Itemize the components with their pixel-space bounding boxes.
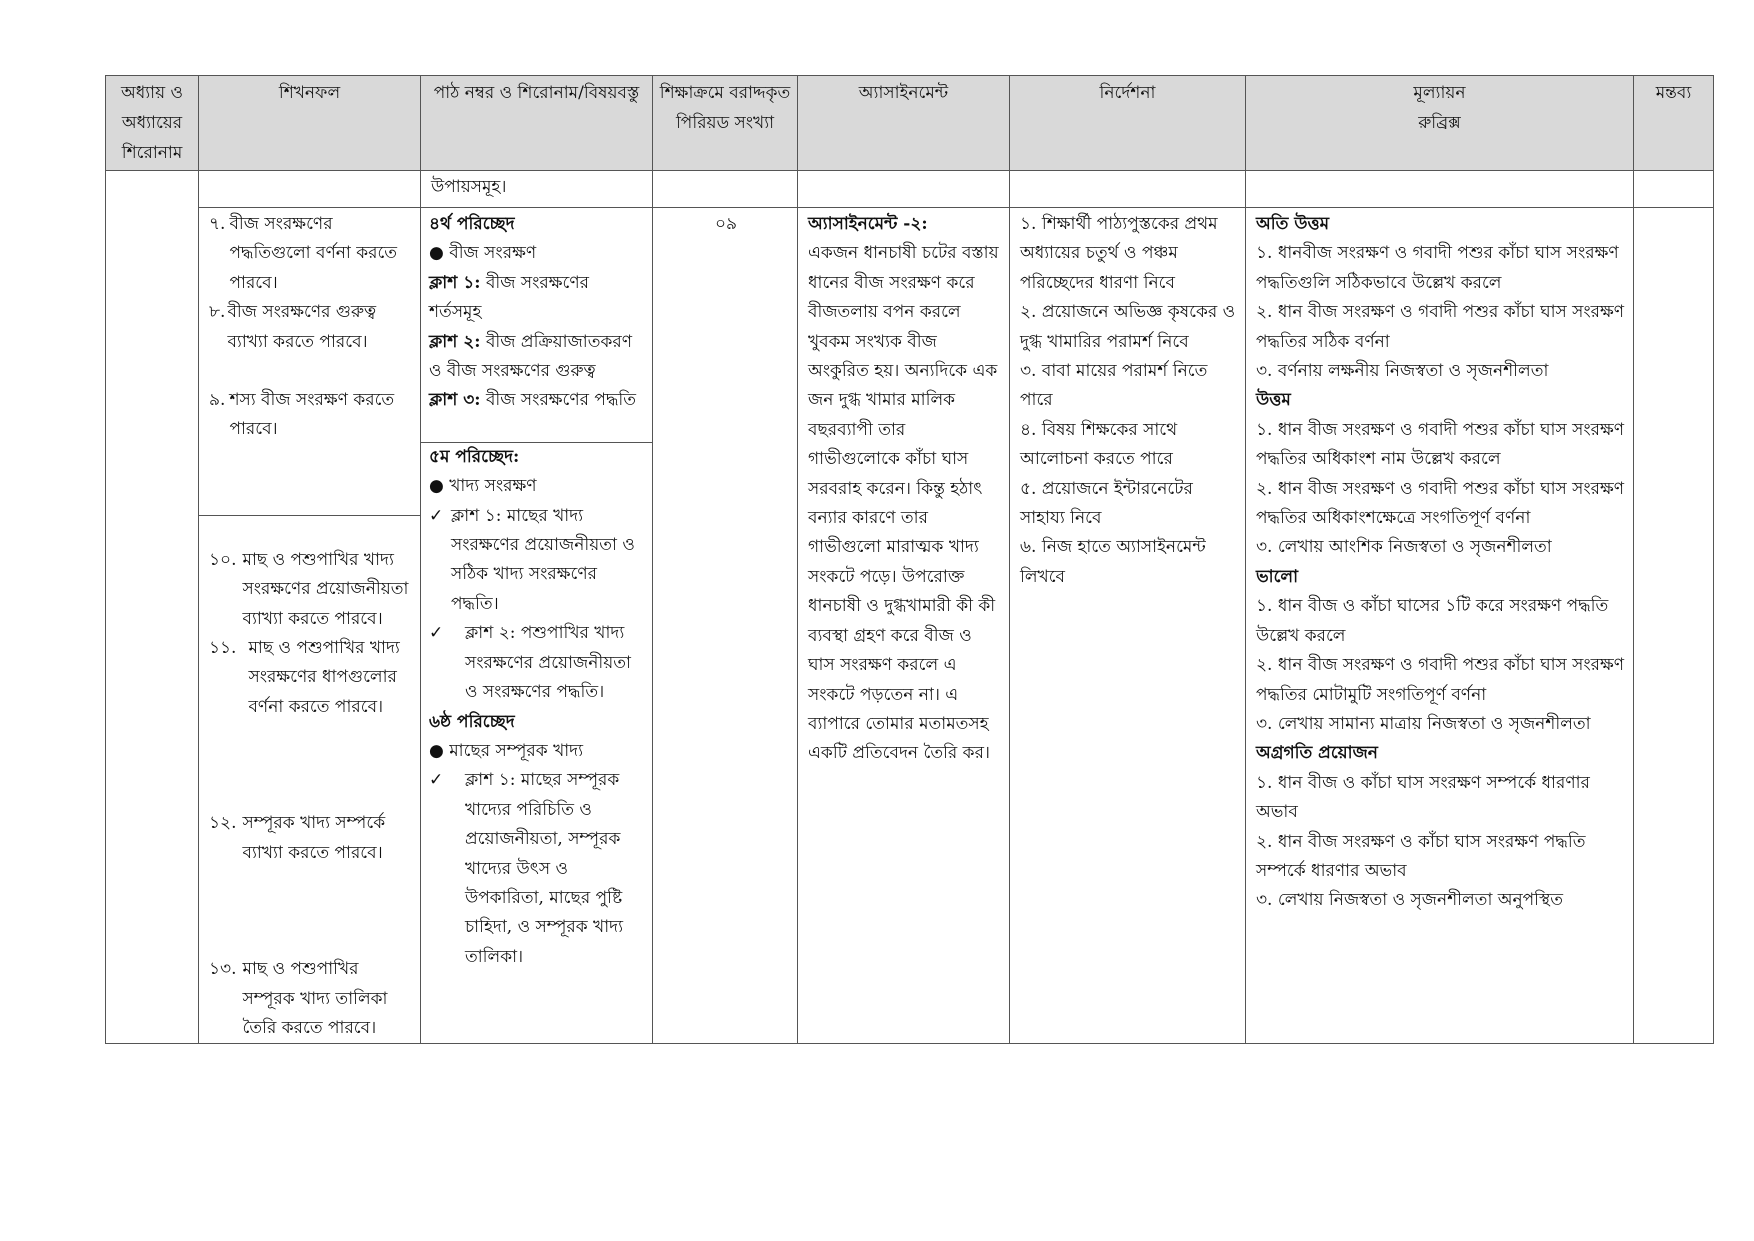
lesson-plan-table [105, 75, 1714, 1044]
carry-row [106, 171, 1714, 208]
instruction-item: ২. প্রয়োজনে অভিজ্ঞ কৃষকের ও দুগ্ধ খামারির পরামর্শ নিবে [1020, 302, 1236, 352]
rubric-cell [1246, 208, 1634, 1044]
header-outcome: শিখনফল [199, 76, 421, 171]
outcome-7: ৭. বীজ সংরক্ষণের পদ্ধতিগুলো বর্ণনা করতে পারবে। [209, 214, 398, 293]
instruction-item: ৩. বাবা মায়ের পরামর্শ নিতে পারে [1020, 361, 1208, 411]
check-icon: ✓ [429, 770, 444, 791]
chapter5-bullet: ● খাদ্য সংরক্ষণ [429, 476, 537, 497]
header-row [106, 76, 1714, 171]
rubric-item: ২. ধান বীজ সংরক্ষণ ও কাঁচা ঘাস সংরক্ষণ পদ্ধতি সম্পর্কে ধারণার অভাব [1256, 831, 1586, 881]
rubric-item: ৩. লেখায় আংশিক নিজস্বতা ও সৃজনশীলতা [1256, 537, 1552, 558]
assignment-body: একজন ধানচাষী চটের বস্তায় ধানের বীজ সংরক্ষণ করে বীজতলায় বপন করলে খুবকম সংখ্যক বীজ অংকুরিত হয়। অন্যদিকে এক জন দুগ্ধ খামার মালিক বছরব্যাপী তার গাভীগুলোকে কাঁচা ঘাস সরবরাহ করেন। কিন্তু হঠাৎ বন্যার কারণে তার গাভীগুলো মারাত্মক খাদ্য সংকটে পড়ে। উপরোক্ত ধানচাষী ও দুগ্ধখামারী কী কী ব্যবস্থা গ্রহণ করে বীজ ও ঘাস সংরক্ষণ করলে এ সংকটে পড়তেন না। এ ব্যাপারে তোমার মতামতসহ একটি প্রতিবেদন তৈরি কর। [808, 243, 999, 764]
rubric-item: ১. ধান বীজ ও কাঁচা ঘাসের ১টি করে সংরক্ষণ পদ্ধতি উল্লেখ করলে [1256, 596, 1609, 646]
header-rubric [1246, 76, 1634, 171]
header-rubric-line1: মূল্যায়ন [1413, 83, 1466, 103]
rubric-item: ২. ধান বীজ সংরক্ষণ ও গবাদী পশুর কাঁচা ঘাস সংরক্ষণ পদ্ধতির মোটামুটি সংগতিপূর্ণ বর্ণনা [1256, 655, 1625, 705]
outcome-12: ১২. সম্পূরক খাদ্য সম্পর্কে ব্যাখ্যা করতে পারবে। [209, 813, 386, 863]
carry-lesson-cell [421, 171, 653, 208]
rubric-good-title: উত্তম [1256, 390, 1291, 411]
chapter6-bullet: ● মাছের সম্পূরক খাদ্য [429, 740, 584, 761]
outcome-10: ১০. মাছ ও পশুপাখির খাদ্য সংরক্ষণের প্রয়োজনীয়তা ব্যাখ্যা করতে পারবে। [209, 549, 409, 629]
instruction-item: ৬. নিজ হাতে অ্যাসাইনমেন্ট লিখবে [1020, 537, 1206, 587]
carry-lesson-text: উপায়সমূহ। [431, 177, 507, 197]
instruction-cell [1010, 208, 1246, 1044]
header-lesson: পাঠ নম্বর ও শিরোনাম/বিষয়বস্তু [421, 76, 653, 171]
periods-cell [653, 208, 798, 1044]
header-assignment: অ্যাসাইনমেন্ট [798, 76, 1010, 171]
rubric-item: ১. ধানবীজ সংরক্ষণ ও গবাদী পশুর কাঁচা ঘাস সংরক্ষণ পদ্ধতিগুলি সঠিকভাবে উল্লেখ করলে [1256, 243, 1619, 293]
rubric-item: ৩. লেখায় সামান্য মাত্রায় নিজস্বতা ও সৃজনশীলতা [1256, 713, 1591, 734]
rubric-item: ২. ধান বীজ সংরক্ষণ ও গবাদী পশুর কাঁচা ঘাস সংরক্ষণ পদ্ধতির অধিকাংশক্ষেত্রে সংগতিপূর্ণ বর্ণনা [1256, 478, 1625, 529]
rubric-excellent-title: অতি উত্তম [1256, 214, 1330, 234]
header-instruction: নির্দেশনা [1010, 76, 1246, 171]
chapter4-bullet: ● বীজ সংরক্ষণ [429, 243, 537, 264]
rubric-item: ৩. বর্ণনায় লক্ষনীয় নিজস্বতা ও সৃজনশীলতা [1256, 361, 1549, 382]
outcome-cell [199, 208, 421, 1044]
check-icon: ✓ [429, 505, 444, 526]
header-rubric-line2: রুব্রিক্স [1418, 113, 1461, 133]
carry-outcome-cell [199, 171, 421, 208]
main-row [106, 208, 1714, 1044]
chapter6-class1: ✓ ক্লাশ ১: মাছের সম্পূরক খাদ্যের পরিচিতি ও প্রয়োজনীয়তা, সম্পূরক খাদ্যের উৎস ও উপকারিতা, মাছের পুষ্টি চাহিদা, ও সম্পূরক খাদ্য তালিকা। [429, 766, 644, 972]
header-remarks: মন্তব্য [1634, 76, 1714, 171]
chapter-cell [106, 171, 199, 1044]
remarks-cell [1634, 208, 1714, 1044]
assignment-title: অ্যাসাইনমেন্ট -২: [808, 214, 928, 234]
chapter5-title: ৫ম পরিচ্ছেদ: [429, 446, 520, 467]
instruction-item: ৫. প্রয়োজনে ইন্টারনেটের সাহায্য নিবে [1020, 478, 1193, 529]
outcome-13: ১৩. মাছ ও পশুপাখির সম্পূরক খাদ্য তালিকা তৈরি করতে পারবে। [209, 959, 388, 1038]
lesson-cell [421, 208, 653, 1044]
chapter4-class1: ক্লাশ ১: বীজ সংরক্ষণের শর্তসমূহ [429, 272, 590, 323]
outcome-9: ৯. শস্য বীজ সংরক্ষণ করতে পারবে। [209, 390, 395, 440]
rubric-item: ১. ধান বীজ সংরক্ষণ ও গবাদী পশুর কাঁচা ঘাস সংরক্ষণ পদ্ধতির অধিকাংশ নাম উল্লেখ করলে [1256, 419, 1625, 470]
chapter4-title: ৪র্থ পরিচ্ছেদ [429, 214, 515, 234]
outcome-11: ১১. মাছ ও পশুপাখির খাদ্য সংরক্ষণের ধাপগুলোর বর্ণনা করতে পারবে। [209, 638, 400, 717]
rubric-fair-title: ভালো [1256, 566, 1299, 587]
rubric-item: ২. ধান বীজ সংরক্ষণ ও গবাদী পশুর কাঁচা ঘাস সংরক্ষণ পদ্ধতির সঠিক বর্ণনা [1256, 302, 1625, 352]
check-icon: ✓ [429, 623, 444, 644]
rubric-improve-title: অগ্রগতি প্রয়োজন [1256, 743, 1378, 764]
header-periods: শিক্ষাক্রমে বরাদ্দকৃত পিরিয়ড সংখ্যা [653, 76, 798, 171]
periods-value: ০৯ [714, 214, 738, 234]
instruction-item: ১. শিক্ষার্থী পাঠ্যপুস্তকের প্রথম অধ্যায়ের চতুর্থ ও পঞ্চম পরিচ্ছেদের ধারণা নিবে [1020, 214, 1218, 293]
outcome-8: ৮. বীজ সংরক্ষণের গুরুত্ব ব্যাখ্যা করতে পারবে। [209, 302, 377, 352]
chapter4-class2: ক্লাশ ২: বীজ প্রক্রিয়াজাতকরণ ও বীজ সংরক্ষণের গুরুত্ব [429, 331, 633, 382]
assignment-cell [798, 208, 1010, 1044]
rubric-item: ১. ধান বীজ ও কাঁচা ঘাস সংরক্ষণ সম্পর্কে ধারণার অভাব [1256, 772, 1590, 823]
rubric-item: ৩. লেখায় নিজস্বতা ও সৃজনশীলতা অনুপস্থিত [1256, 890, 1564, 911]
chapter5-class2: ✓ ক্লাশ ২: পশুপাখির খাদ্য সংরক্ষণের প্রয়োজনীয়তা ও সংরক্ষণের পদ্ধতি। [429, 619, 644, 707]
chapter6-title: ৬ষ্ঠ পরিচ্ছেদ [429, 711, 515, 732]
chapter5-class1: ✓ ক্লাশ ১: মাছের খাদ্য সংরক্ষণের প্রয়োজনীয়তা ও সঠিক খাদ্য সংরক্ষণের পদ্ধতি। [429, 502, 644, 620]
chapter4-class3: ক্লাশ ৩: বীজ সংরক্ষণের পদ্ধতি [429, 390, 637, 411]
header-chapter: অধ্যায় ও অধ্যায়ের শিরোনাম [106, 76, 199, 171]
instruction-item: ৪. বিষয় শিক্ষকের সাথে আলোচনা করতে পারে [1020, 419, 1178, 470]
